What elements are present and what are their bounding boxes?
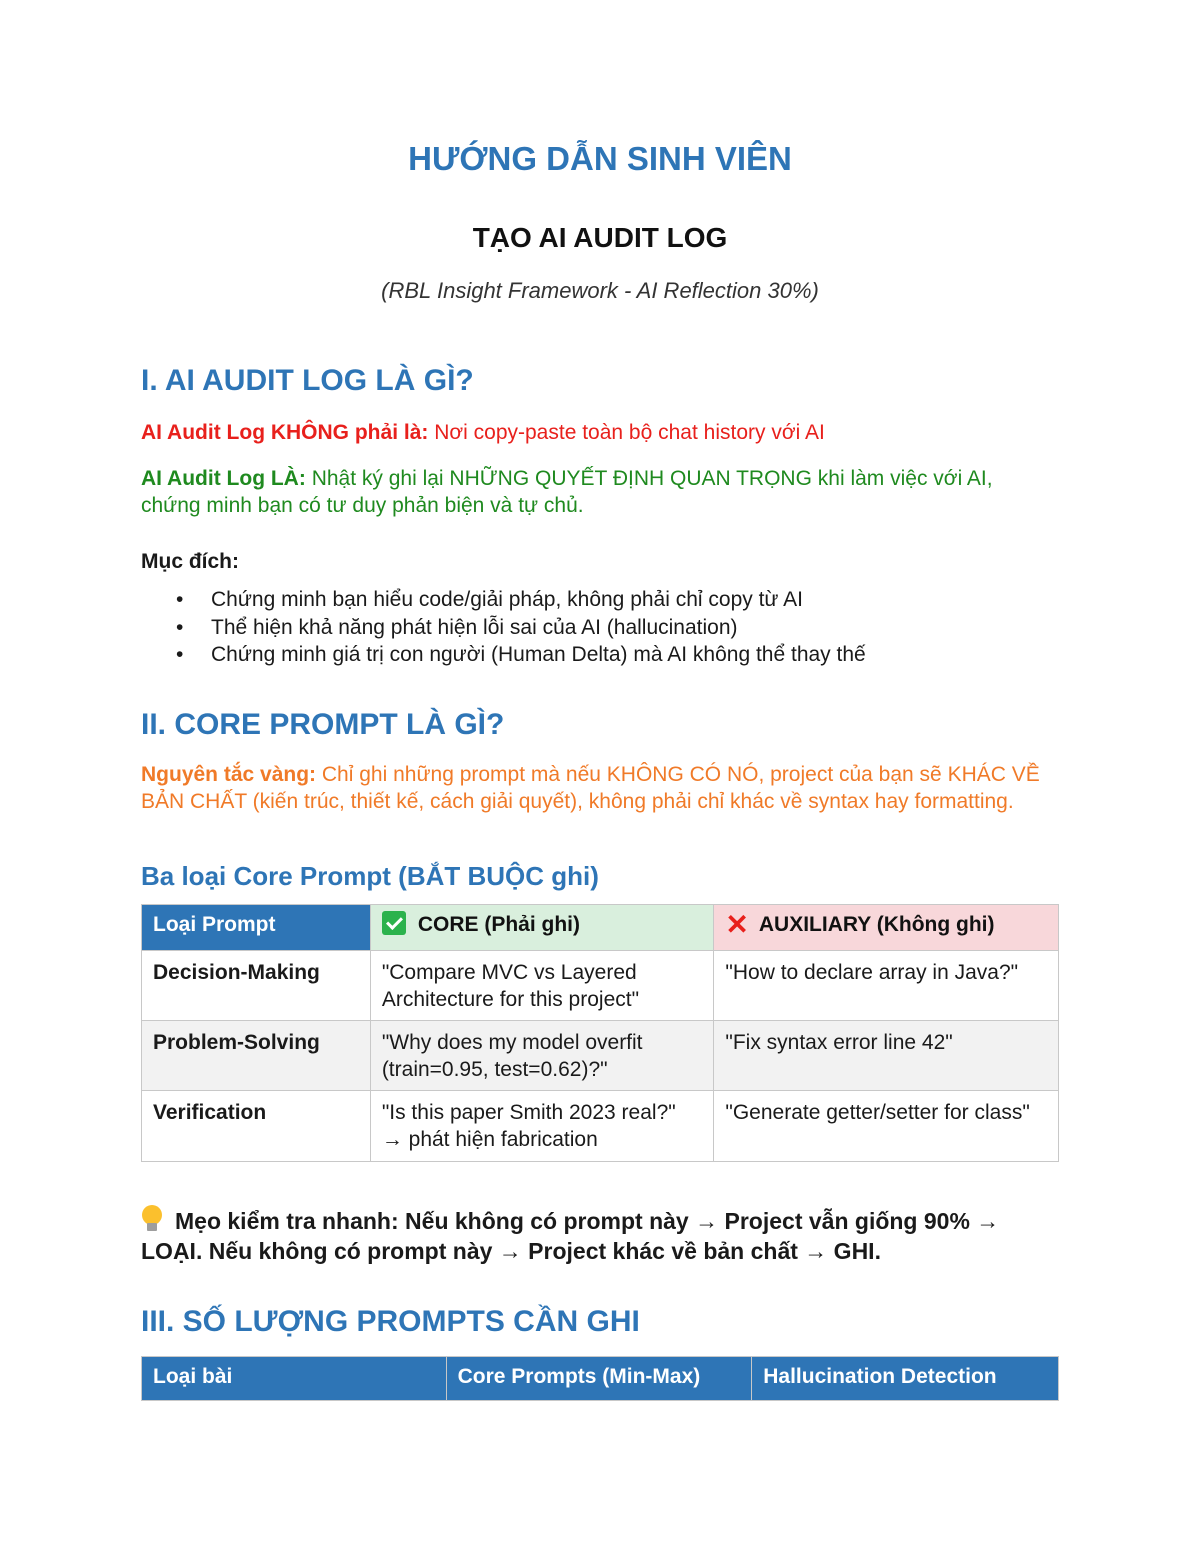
list-item	[141, 586, 866, 614]
cell-core: "Compare MVC vs Layered Architecture for this project"	[370, 951, 714, 1021]
cell-auxiliary: "Fix syntax error line 42"	[714, 1021, 1059, 1091]
table-header-row	[142, 1357, 1059, 1401]
cell-type: Problem-Solving	[142, 1021, 371, 1091]
core-prompt-table	[141, 904, 1059, 1162]
purpose-list	[141, 586, 866, 669]
purpose-label: Mục đích:	[141, 550, 239, 573]
quick-check-tip	[141, 1205, 1059, 1266]
list-item-text: Thể hiện khả năng phát hiện lỗi sai của AI (hallucination)	[211, 615, 738, 639]
cell-auxiliary: "How to declare array in Java?"	[714, 951, 1059, 1021]
column-header-core-label: CORE (Phải ghi)	[417, 913, 580, 936]
list-item-text: Chứng minh bạn hiểu code/giải pháp, không phải chỉ copy từ AI	[211, 588, 804, 611]
table-row	[142, 1021, 1059, 1091]
cell-core: "Is this paper Smith 2023 real?" → phát hiện fabrication	[370, 1091, 714, 1162]
audit-log-not-label: AI Audit Log KHÔNG phải là:	[141, 421, 429, 444]
framework-note: (RBL Insight Framework - AI Reflection 30%)	[381, 278, 819, 303]
table-header-row	[142, 905, 1059, 951]
section-3-heading: III. SỐ LƯỢNG PROMPTS CẦN GHI	[141, 1305, 640, 1338]
bullet-icon: •	[176, 588, 184, 611]
cell-auxiliary: "Generate getter/setter for class"	[714, 1091, 1059, 1162]
section-1-heading: I. AI AUDIT LOG LÀ GÌ?	[141, 364, 474, 397]
column-header-core	[370, 905, 714, 951]
table-row	[142, 1091, 1059, 1162]
golden-rule-paragraph	[141, 761, 1046, 815]
prompt-count-table	[141, 1356, 1059, 1401]
bullet-icon: •	[176, 643, 184, 666]
bullet-icon: •	[176, 615, 184, 639]
lightbulb-icon	[141, 1205, 163, 1233]
column-header-assignment-type: Loại bài	[142, 1357, 447, 1401]
column-header-auxiliary	[714, 905, 1059, 951]
document-title: HƯỚNG DẪN SINH VIÊN	[408, 140, 792, 177]
golden-rule-text: Chỉ ghi những prompt mà nếu KHÔNG CÓ NÓ, project của bạn sẽ KHÁC VỀ BẢN CHẤT (kiến trúc, thiết kế, cách giải quyết), không phải chỉ khác về syntax hay formatting.	[141, 763, 1040, 813]
column-header-type: Loại Prompt	[142, 905, 371, 951]
table-row	[142, 951, 1059, 1021]
quick-check-text: Nếu không có prompt này → Project vẫn giống 90% → LOẠI. Nếu không có prompt này → Project khác về bản chất → GHI.	[141, 1208, 1000, 1264]
column-header-auxiliary-label: AUXILIARY (Không ghi)	[758, 913, 995, 936]
cell-type: Decision-Making	[142, 951, 371, 1021]
cell-type: Verification	[142, 1091, 371, 1162]
list-item-text: Chứng minh giá trị con người (Human Delta) mà AI không thể thay thế	[211, 643, 866, 666]
audit-log-is-label: AI Audit Log LÀ:	[141, 467, 306, 490]
column-header-hallucination-detection: Hallucination Detection	[752, 1357, 1059, 1401]
column-header-core-prompts: Core Prompts (Min-Max)	[446, 1357, 752, 1401]
cross-mark-icon: ✕	[725, 909, 749, 940]
golden-rule-label: Nguyên tắc vàng:	[141, 763, 317, 786]
audit-log-is-text: Nhật ký ghi lại NHỮNG QUYẾT ĐỊNH QUAN TRỌNG khi làm việc với AI, chứng minh bạn có tư duy phản biện và tự chủ.	[141, 467, 993, 517]
core-prompt-types-heading: Ba loại Core Prompt (BẮT BUỘC ghi)	[141, 861, 599, 891]
check-mark-icon	[382, 911, 406, 935]
document-subtitle: TẠO AI AUDIT LOG	[472, 222, 728, 253]
list-item	[141, 641, 866, 669]
audit-log-not-text: Nơi copy-paste toàn bộ chat history với AI	[434, 421, 825, 444]
audit-log-not-paragraph	[141, 419, 1041, 446]
list-item	[141, 614, 866, 642]
audit-log-is-paragraph	[141, 465, 1041, 519]
section-2-heading: II. CORE PROMPT LÀ GÌ?	[141, 708, 505, 741]
quick-check-label: Mẹo kiểm tra nhanh:	[175, 1208, 399, 1234]
cell-core: "Why does my model overfit (train=0.95, test=0.62)?"	[370, 1021, 714, 1091]
